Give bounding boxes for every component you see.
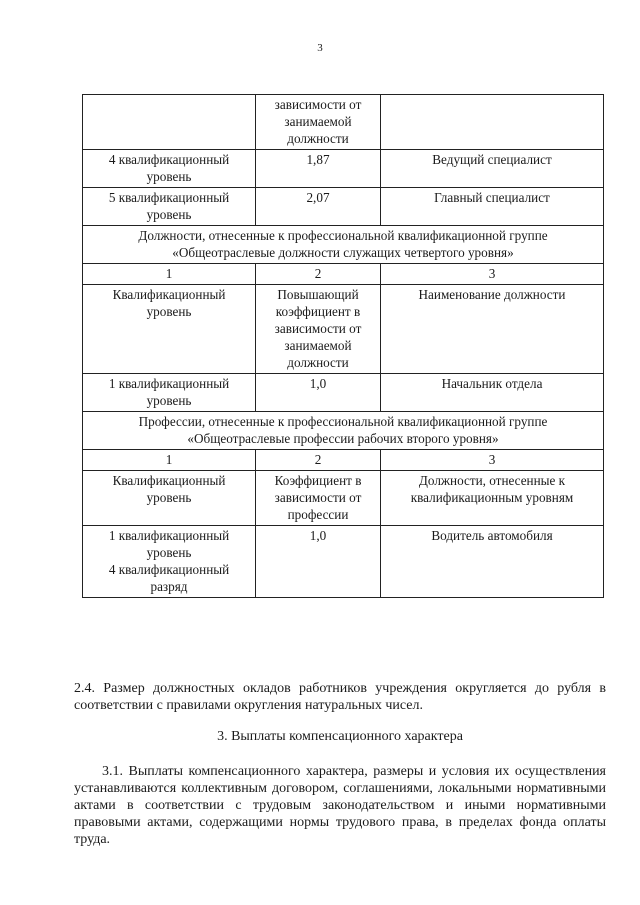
cell-line: Квалификационный (112, 473, 226, 488)
cell-line: 1 квалификационный (108, 528, 230, 543)
cell-line: 4 квалификационный (108, 152, 230, 167)
level-cell (83, 188, 256, 226)
cell-line: 1 квалификационный (108, 376, 230, 391)
column-header (256, 471, 381, 526)
position-cell: Водитель автомобиля (381, 526, 604, 598)
cell-line: зависимости от (274, 321, 362, 336)
column-header (256, 285, 381, 374)
cell-line: Повышающий (277, 287, 359, 302)
table-row (83, 95, 604, 150)
column-number: 3 (381, 450, 604, 471)
column-header (83, 471, 256, 526)
page-number: 3 (317, 42, 323, 54)
cell-line: занимаемой (284, 114, 352, 129)
table-row (83, 285, 604, 374)
cell-line: «Общеотраслевые должности служащих четвертого уровня» (172, 245, 514, 260)
qualification-table (82, 94, 604, 598)
cell-line: зависимости от (274, 490, 362, 505)
column-number: 1 (83, 264, 256, 285)
section-title: 3. Выплаты компенсационного характера (217, 729, 463, 744)
cell-line: Должности, отнесенные к (418, 473, 566, 488)
level-cell (83, 374, 256, 412)
table-row (83, 150, 604, 188)
cell-line: 5 квалификационный (108, 190, 230, 205)
table-cell (256, 95, 381, 150)
table-row (83, 188, 604, 226)
cell-line: занимаемой (284, 338, 352, 353)
table-row (83, 226, 604, 264)
column-number: 3 (381, 264, 604, 285)
cell-line: уровень (146, 490, 192, 505)
coef-cell: 2,07 (256, 188, 381, 226)
column-number: 1 (83, 450, 256, 471)
cell-line: Должности, отнесенные к профессиональной квалификационной группе (138, 228, 548, 243)
column-number: 2 (256, 264, 381, 285)
table-row (83, 374, 604, 412)
column-header (381, 285, 604, 374)
paragraph-3-1: 3.1. Выплаты компенсационного характера, размеры и условия их осуществления устанавливаются коллективным договором, соглашениями, локальными нормативными актами в соответствии с трудовым законодательством и иными нормативными правовыми актами, содержащими нормы трудового права, в пределах фонда оплаты труда. (74, 764, 606, 847)
position-cell: Ведущий специалист (381, 150, 604, 188)
cell-line: зависимости от (274, 97, 362, 112)
table-row (83, 450, 604, 471)
cell-line: уровень (146, 304, 192, 319)
cell-line: Коэффициент в (274, 473, 362, 488)
group-header (83, 226, 604, 264)
cell-line: Квалификационный (112, 287, 226, 302)
table-cell (83, 95, 256, 150)
cell-line: профессии (287, 507, 349, 522)
table-row (83, 526, 604, 598)
column-header (83, 285, 256, 374)
coef-cell: 1,0 (256, 374, 381, 412)
cell-line: Наименование должности (418, 287, 566, 302)
coef-cell: 1,87 (256, 150, 381, 188)
paragraph-2-4: 2.4. Размер должностных окладов работников учреждения округляется до рубля в соответствии с правилами округления натуральных чисел. (74, 681, 606, 713)
position-cell: Главный специалист (381, 188, 604, 226)
cell-line: должности (287, 355, 349, 370)
cell-line: квалификационным уровням (410, 490, 574, 505)
cell-line: разряд (150, 579, 188, 594)
cell-line: уровень (146, 545, 192, 560)
cell-line: уровень (146, 393, 192, 408)
coef-cell: 1,0 (256, 526, 381, 598)
level-cell (83, 150, 256, 188)
cell-line: уровень (146, 207, 192, 222)
cell-line: уровень (146, 169, 192, 184)
group-header (83, 412, 604, 450)
cell-line: «Общеотраслевые профессии рабочих второго уровня» (187, 431, 499, 446)
table-row (83, 412, 604, 450)
table-row (83, 471, 604, 526)
cell-line: коэффициент в (275, 304, 361, 319)
position-cell: Начальник отдела (381, 374, 604, 412)
cell-line: 4 квалификационный (108, 562, 230, 577)
table-row (83, 264, 604, 285)
cell-line: Профессии, отнесенные к профессиональной квалификационной группе (138, 414, 548, 429)
cell-line: должности (287, 131, 349, 146)
column-header (381, 471, 604, 526)
column-number: 2 (256, 450, 381, 471)
level-cell (83, 526, 256, 598)
table-cell (381, 95, 604, 150)
